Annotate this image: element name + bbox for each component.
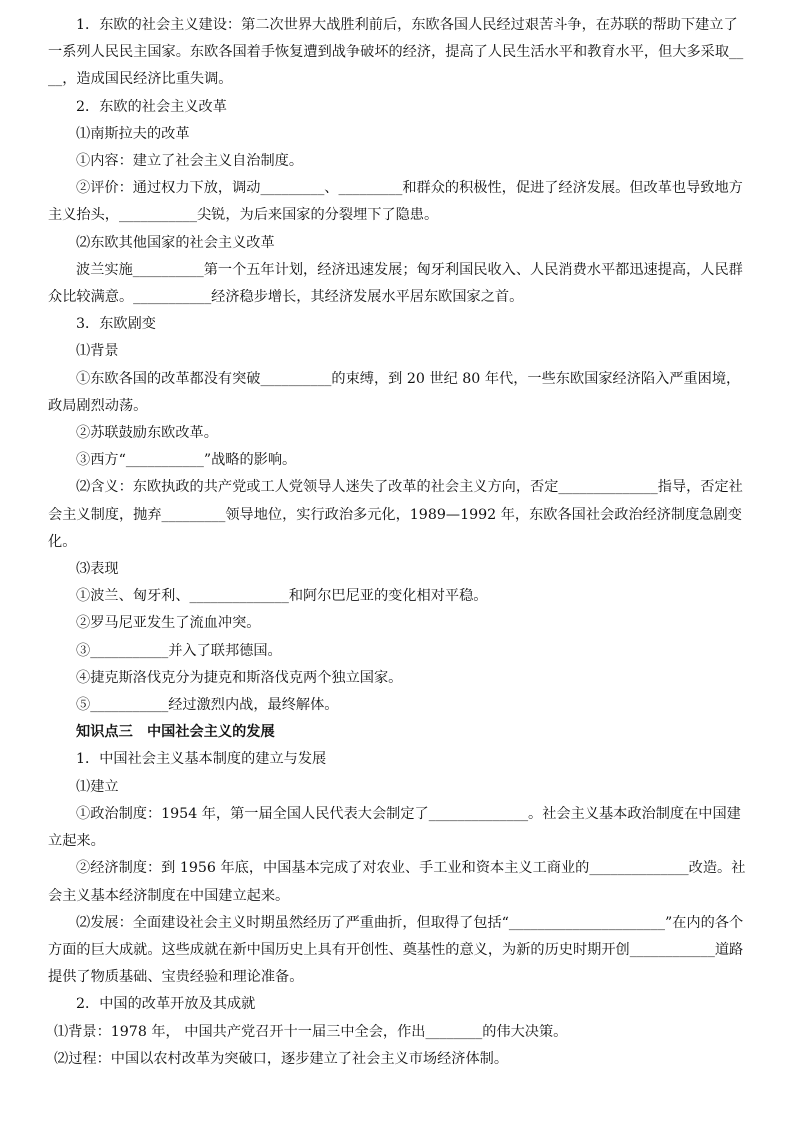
paragraph-bg-3: ③西方“___________”战略的影响。 [76,452,297,469]
paragraph-evaluation: ②评价：通过权力下放，调动_________、_________和群众的积极性，促进了经济发展。但改革也导致地方主义抬头，___________尖锐，为后来国家的分裂埋下了隐患。 [48,180,743,224]
paragraph-m-5: ⑤___________经过激烈内战，最终解体。 [76,697,339,714]
paragraph-m-1: ①波兰、匈牙利、______________和阿尔巴尼亚的变化相对平稳。 [76,588,488,605]
paragraph-reform-bg: ⑴背景：1978 年， 中国共产党召开十一届三中全会，作出________的伟大决策。 [54,1023,568,1040]
paragraph-m-2: ②罗马尼亚发生了流血冲突。 [76,615,261,632]
paragraph-bg-1: ①东欧各国的改革都没有突破__________的束缚，到 20 世纪 80 年代，一些东欧国家经济陷入严重困境，政局剧烈动荡。 [48,370,741,414]
heading-2: 2．东欧的社会主义改革 [76,98,227,115]
heading-3: 3．东欧剧变 [76,316,156,333]
paragraph-political: ①政治制度：1954 年，第一届全国人民代表大会制定了______________。社会主义基本政治制度在中国建立起来。 [48,805,741,850]
paragraph-economic: ②经济制度：到 1956 年底，中国基本完成了对农业、手工业和资本主义工商业的______________改造。社会主义基本经济制度在中国建立起来。 [48,860,746,904]
subheading-establish: ⑴建立 [76,778,119,795]
heading-china-1: 1．中国社会主义基本制度的建立与发展 [76,751,327,768]
paragraph-meaning: ⑵含义：东欧执政的共产党或工人党领导人迷失了改革的社会主义方向，否定______________指导，否定社会主义制度，抛弃_________领导地位，实行政治多元化，1989—1992 年，东欧各国社会政治经济制度急剧变化。 [48,479,743,550]
subheading-other-countries: ⑵东欧其他国家的社会主义改革 [76,234,275,251]
paragraph-bg-2: ②苏联鼓励东欧改革。 [76,425,218,442]
paragraph-1: 1．东欧的社会主义建设：第二次世界大战胜利前后，东欧各国人民经过艰苦斗争，在苏联的帮助下建立了一系列人民民主国家。东欧各国着手恢复遭到战争破坏的经济，提高了人民生活水平和教育水平，但大多采取____，造成国民经济比重失调。 [48,17,744,88]
section-title-3: 知识点三 中国社会主义的发展 [76,724,275,741]
paragraph-m-4: ④捷克斯洛伐克分为捷克和斯洛伐克两个独立国家。 [76,669,403,686]
paragraph-m-3: ③___________并入了联邦德国。 [76,642,282,659]
subheading-background: ⑴背景 [76,343,119,360]
paragraph-reform-process: ⑵过程：中国以农村改革为突破口，逐步建立了社会主义市场经济体制。 [54,1050,509,1067]
subheading-yugoslavia: ⑴南斯拉夫的改革 [76,125,190,142]
paragraph-development: ⑵发展：全面建设社会主义时期虽然经历了严重曲折，但取得了包括“______________________”在内的各个方面的巨大成就。这些成就在新中国历史上具有开创性、奠基性的意义，为新的历史时期开创____________道路提供了物质基础、宝贵经验和理论准备。 [48,914,744,986]
subheading-manifestation: ⑶表现 [76,561,119,578]
paragraph-content: ①内容：建立了社会主义自治制度。 [76,153,304,170]
heading-china-2: 2．中国的改革开放及其成就 [76,996,256,1013]
paragraph-poland: 波兰实施__________第一个五年计划，经济迅速发展；匈牙利国民收入、人民消费水平都迅速提高，人民群众比较满意。___________经济稳步增长，其经济发展水平居东欧国家之首。 [48,261,743,306]
